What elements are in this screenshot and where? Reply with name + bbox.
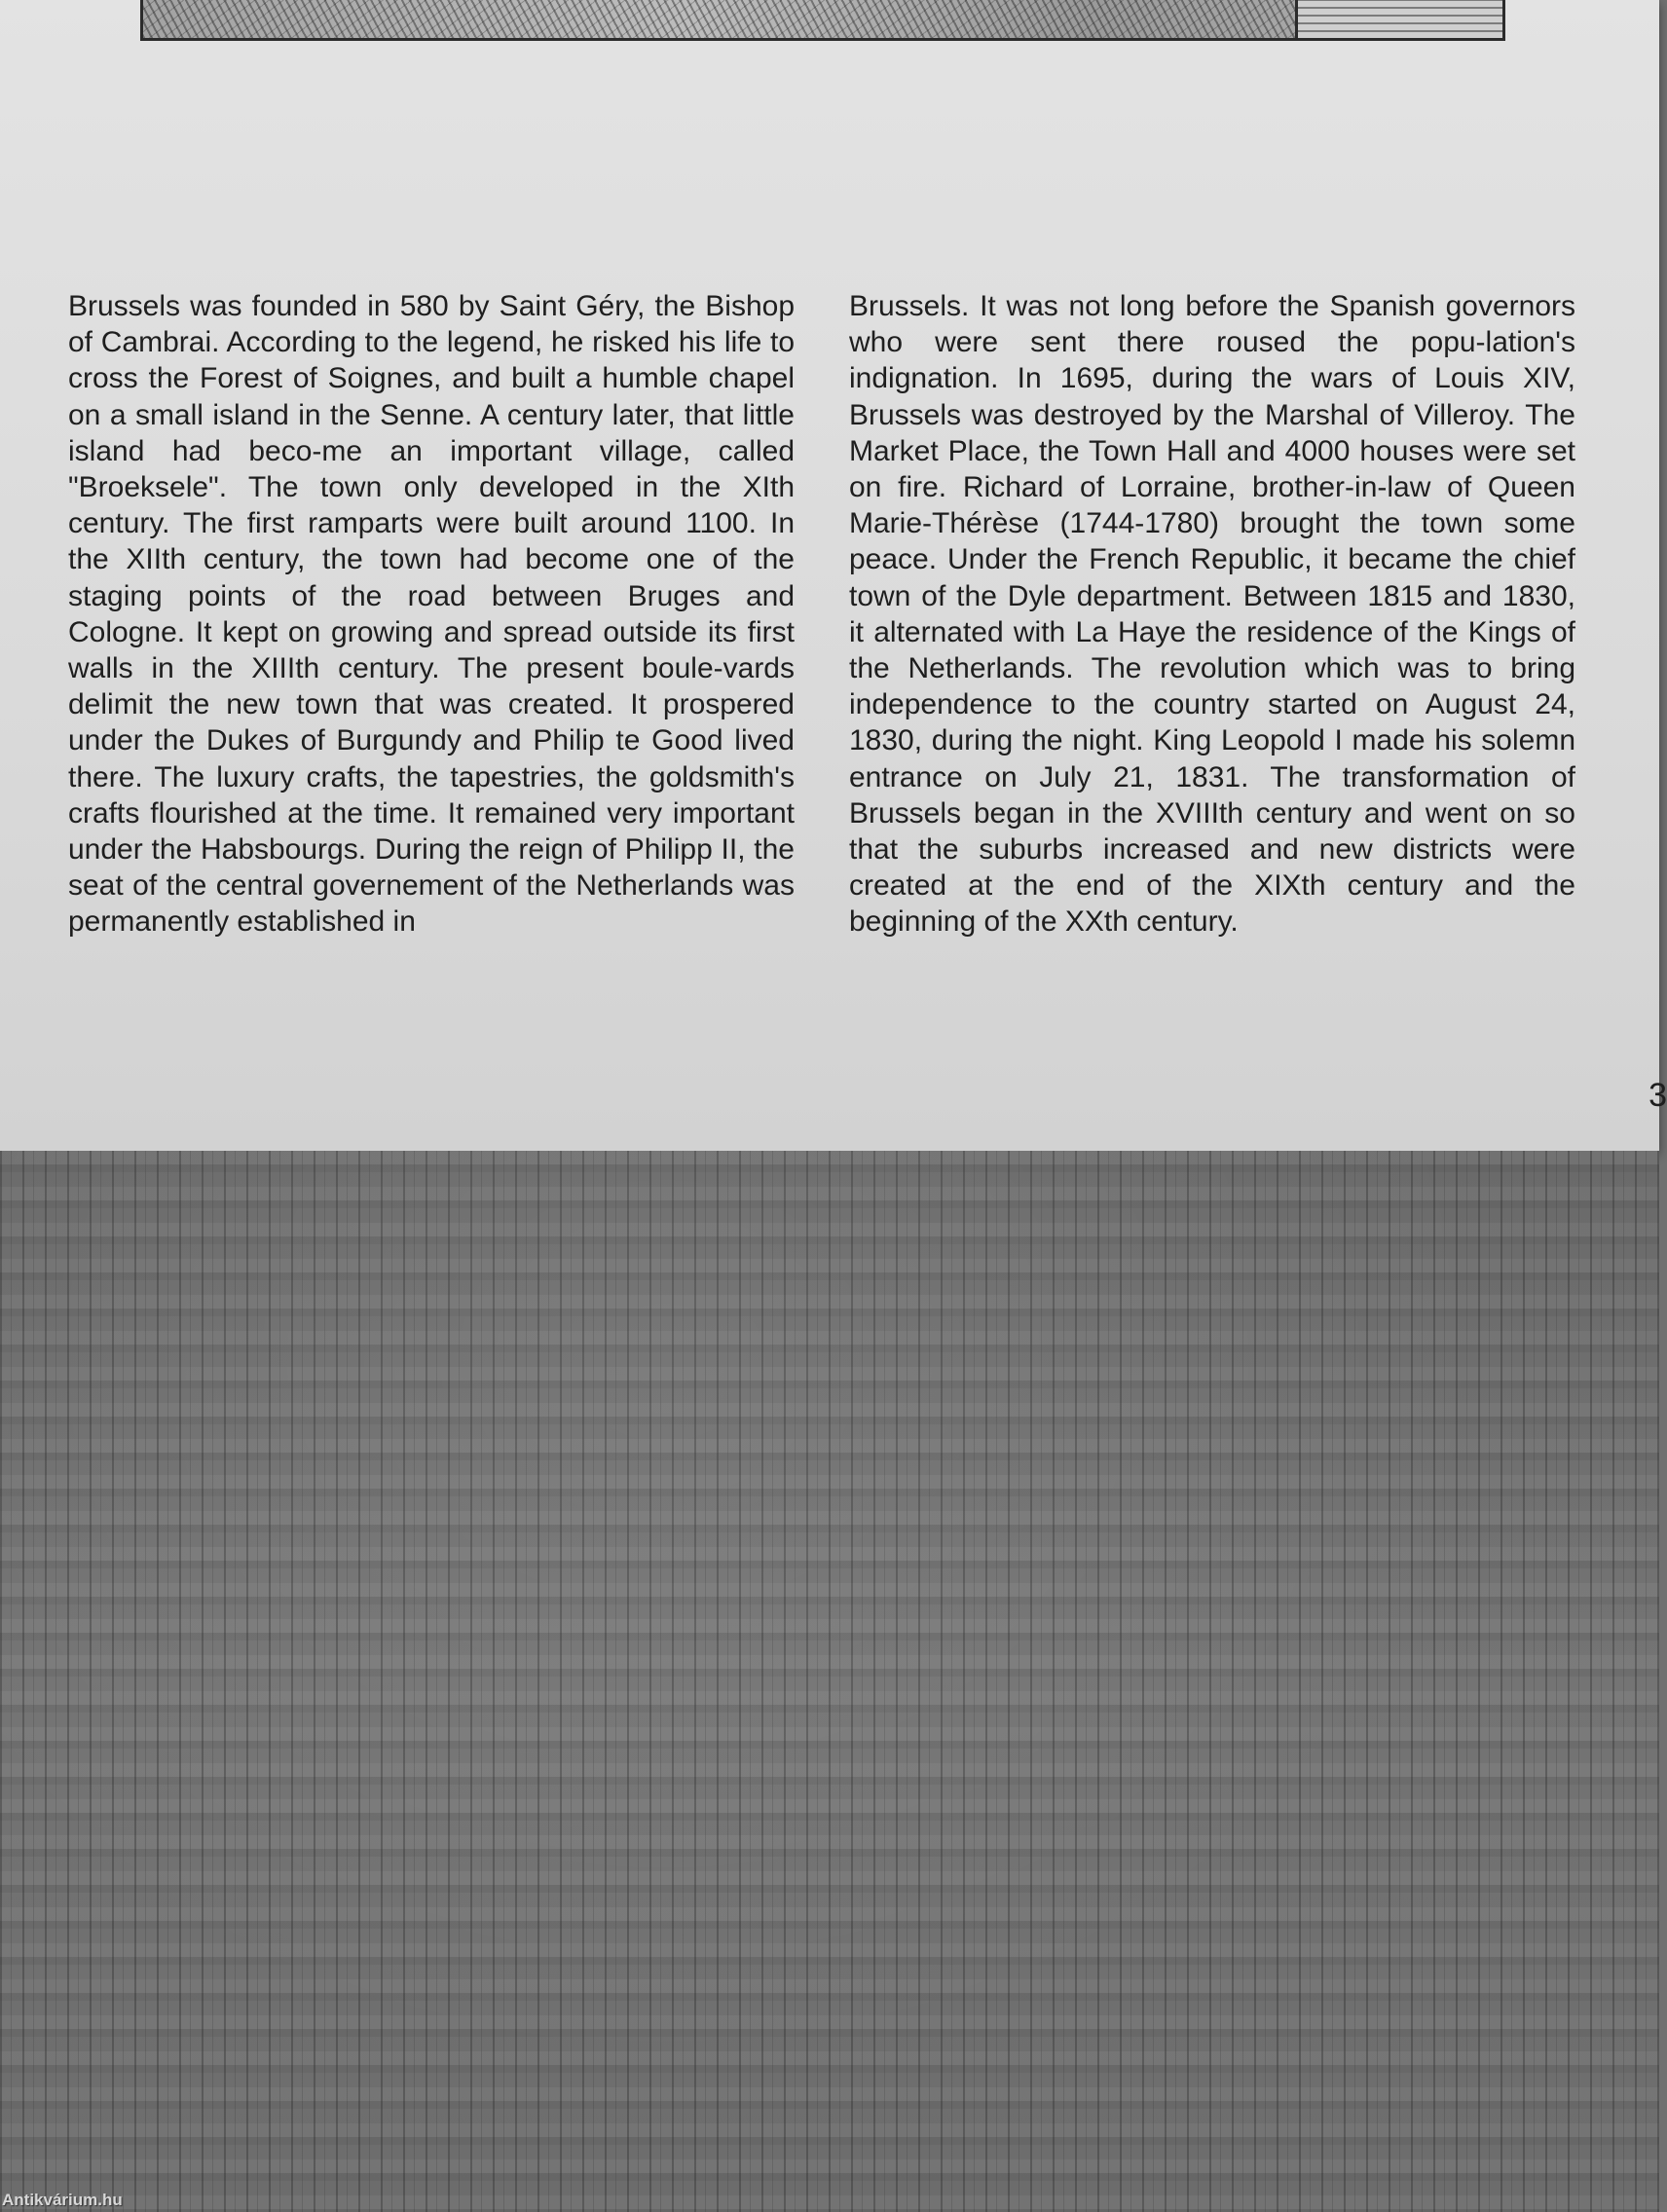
map-legend-panel [1295, 0, 1502, 38]
map-illustration-crop [140, 0, 1505, 41]
watermark: Antikvárium.hu [2, 2191, 123, 2209]
text-column-right: Brussels. It was not long before the Spanish governors who were sent there roused the popu-lation's indignation. In 1695, during the wars of Louis XIV, Brussels was destroyed by the Marshal of Villeroy. The Market Place, the Town Hall and 4000 houses were set on fire. Richard of Lorraine, brother-in-law of Queen Marie-Thérèse (1744-1780) brought the town some peace. Under the French Republic, it became the chief town of the Dyle department. Between 1815 and 1830, it alternated with La Haye the residence of the Kings of the Netherlands. The revolution which was to bring independence to the country started on August 24, 1830, during the night. King Leopold I made his solemn entrance on July 21, 1831. The transformation of Brussels began in the XVIIIth century and went on so that the suburbs increased and new districts were created at the end of the XIXth century and the beginning of the XXth century. [849, 290, 1575, 939]
text-column-left: Brussels was founded in 580 by Saint Géry, the Bishop of Cambrai. According to the legend, he risked his life to cross the Forest of Soignes, and built a humble chapel on a small island in the Senne. A century later, that little island had beco-me an important village, called "Broeksele". The town only developed in the XIth century. The first ramparts were built around 1100. In the XIIth century, the town had become one of the staging points of the road between Bruges and Cologne. It kept on growing and spread outside its first walls in the XIIIth century. The present boule-vards delimit the new town that was created. It prospered under the Dukes of Burgundy and Philip te Good lived there. The luxury crafts, the tapestries, the goldsmith's crafts flourished at the time. It remained very important under the Habsbourgs. During the reign of Philipp II, the seat of the central governement of the Netherlands was permanently established in [68, 290, 795, 939]
background-surface [0, 1151, 1659, 2212]
page-number: 3 [1648, 1077, 1667, 1114]
